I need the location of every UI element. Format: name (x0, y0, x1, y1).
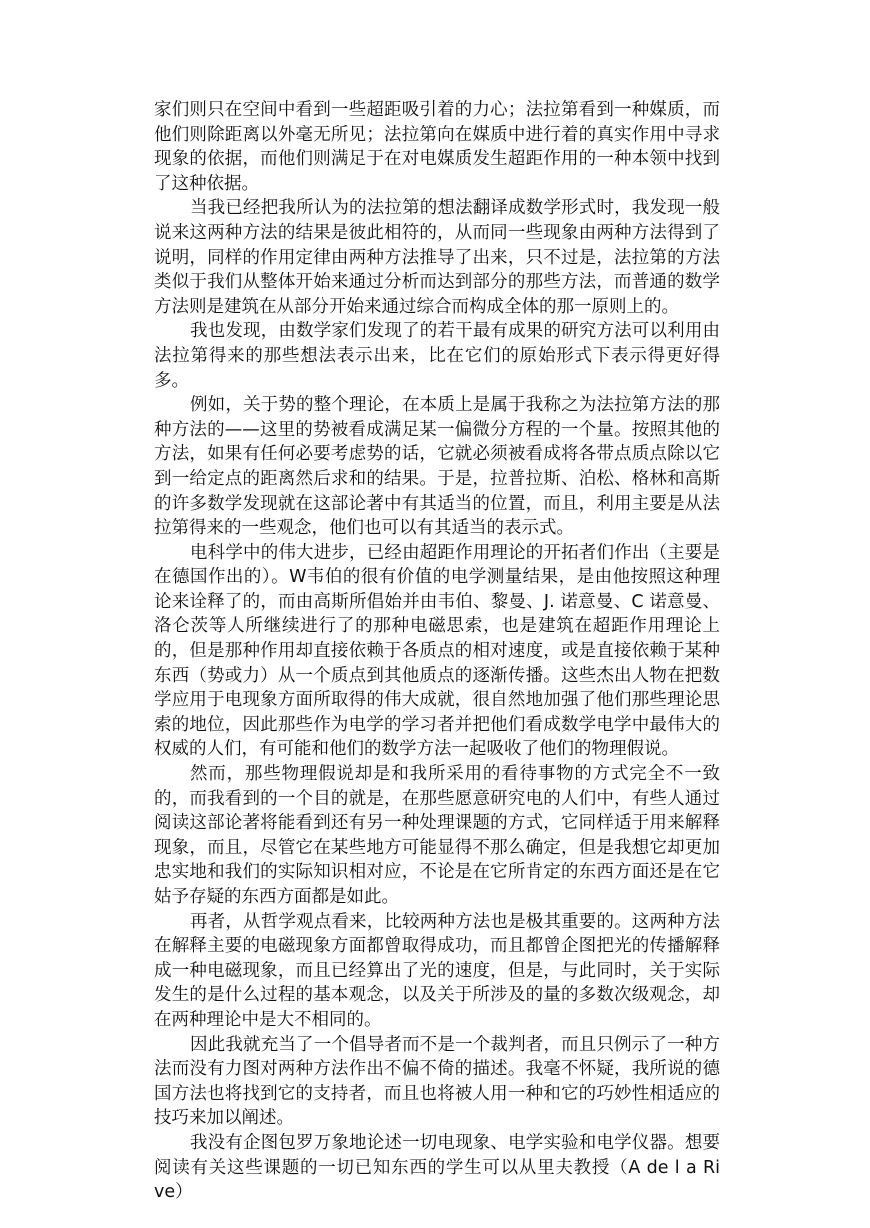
paragraph-8: 因此我就充当了一个倡导者而不是一个裁判者，而且只例示了一种方法而没有力图对两种方法作出不偏不倚的描述。我毫不怀疑，我所说的德国方法也将找到它的支持者，而且也将被人用一种和它的巧妙性相适应的技巧来加以阐述。 (154, 1034, 720, 1129)
document-page (154, 98, 720, 1205)
paragraph-9: 我没有企图包罗万象地论述一切电现象、电学实验和电学仪器。想要阅读有关这些课题的一切已知东西的学生可以从里夫教授（A de l a Ri ve） (154, 1132, 720, 1203)
paragraph-5: 电科学中的伟大进步，已经由超距作用理论的开拓者们作出（主要是在德国作出的）。W韦伯的很有价值的电学测量结果，是由他按照这种理论来诠释了的，而由高斯所倡始并由韦伯、黎曼、J. 诺意曼、C 诺意曼、洛仑茨等人所继续进行了的那种电磁思索，也是建筑在超距作用理论上的，但是那种作用却直接依赖于各质点的相对速度，或是直接依赖于某种东西（势或力）从一个质点到其他质点的逐渐传播。这些杰出人物在把数学应用于电现象方面所取得的伟大成就，很自然地加强了他们那些理论思索的地位，因此那些作为电学的学习者并把他们看成数学电学中最伟大的权威的人们，有可能和他们的数学方法一起吸收了他们的物理假说。 (154, 542, 720, 760)
paragraph-4: 例如，关于势的整个理论，在本质上是属于我称之为法拉第方法的那种方法的——这里的势被看成满足某一偏微分方程的一个量。按照其他的方法，如果有任何必要考虑势的话，它就必须被看成将各带点质点除以它到一给定点的距离然后求和的结果。于是，拉普拉斯、泊松、格林和高斯的许多数学发现就在这部论著中有其适当的位置，而且，利用主要是从法拉第得来的一些观念，他们也可以有其适当的表示式。 (154, 395, 720, 539)
paragraph-7: 再者，从哲学观点看来，比较两种方法也是极其重要的。这两种方法在解释主要的电磁现象方面都曾取得成功，而且都曾企图把光的传播解释成一种电磁现象，而且已经算出了光的速度，但是，与此同时，关于实际发生的是什么过程的基本观念，以及关于所涉及的量的多数次级观念，却在两种理论中是大不相同的。 (154, 911, 720, 1030)
paragraph-3: 我也发现，由数学家们发现了的若干最有成果的研究方法可以利用由法拉第得来的那些想法表示出来，比在它们的原始形式下表示得更好得多。 (154, 321, 720, 391)
paragraph-1: 家们则只在空间中看到一些超距吸引着的力心；法拉第看到一种媒质，而他们则除距离以外毫无所见；法拉第向在媒质中进行着的真实作用中寻求现象的依据，而他们则满足于在对电媒质发生超距作用的一种本领中找到了这种依据。 (154, 100, 720, 194)
paragraph-2: 当我已经把我所认为的法拉第的想法翻译成数学形式时，我发现一般说来这两种方法的结果是彼此相符的，从而同一些现象由两种方法得到了说明，同样的作用定律由两种方法推导了出来，只不过是，法拉第的方法类似于我们从整体开始来通过分析而达到部分的那些方法，而普通的数学方法则是建筑在从部分开始来通过综合而构成全体的那一原则上的。 (154, 198, 720, 317)
paragraph-6: 然而，那些物理假说却是和我所采用的看待事物的方式完全不一致的，而我看到的一个目的就是，在那些愿意研究电的人们中，有些人通过阅读这部论著将能看到还有另一种处理课题的方式，它同样适于用来解释现象，而且，尽管它在某些地方可能显得不那么确定，但是我想它却更加忠实地和我们的实际知识相对应，不论是在它所肯定的东西方面还是在它姑予存疑的东西方面都是如此。 (154, 764, 720, 907)
